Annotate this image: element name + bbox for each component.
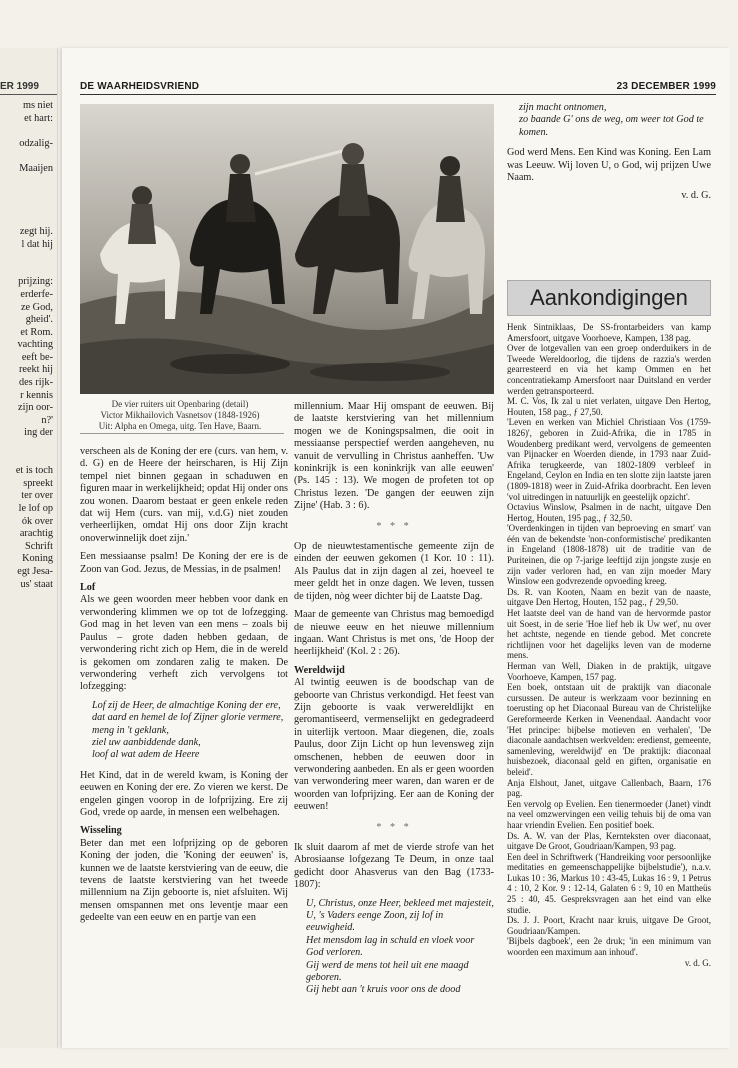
- previous-page-line: gheid'.: [25, 314, 53, 326]
- announcement-item: 'Bijbels dagboek', een 2e druk; 'in een minimum van woorden een maximum aan inhoud'.: [507, 936, 711, 958]
- previous-page-line: [0, 125, 53, 138]
- author-signature: v. d. G.: [681, 190, 711, 202]
- previous-page-line: r kennis: [20, 389, 53, 401]
- announcements-signature: v. d. G.: [684, 957, 711, 968]
- section-divider: * * *: [376, 821, 412, 833]
- previous-page-line: des rijk-: [18, 377, 53, 389]
- paper-name: DE WAARHEIDSVRIEND: [80, 81, 200, 92]
- previous-page-line: l dat hij: [21, 238, 53, 250]
- previous-page-line: Maaijen: [19, 162, 53, 174]
- previous-page-edge: [0, 48, 58, 1048]
- hymn-line: Gij werd de mens tot heil uit ene maagd geboren.: [306, 959, 469, 984]
- announcement-item: Anja Elshout, Janet, uitgave Callenbach, Baarn, 176 pag.: [507, 777, 711, 799]
- announcements-list: [507, 322, 711, 968]
- announcement-item: Over de lotgevallen van een groep onderduikers in de Tweede Wereldoorlog, die tijdens de razzia's werden gearresteerd en via het kamp Ommen en het concentratiekamp Amersfoort naar Duitsland en verder werden getransporteerd.: [507, 343, 711, 396]
- previous-page-line: spreekt: [23, 477, 53, 489]
- previous-page-rule: [0, 94, 58, 95]
- hymn-line: zijn macht ontnomen,: [519, 102, 607, 113]
- paragraph: Als we geen woorden meer hebben voor dank en verwondering klimmen we op tot de lofzegging. God mag in het leven van een mens – zoals bij Paulus – grote daden hebben gedaan, de verwondering richt zich op Hem, die in de wereld is gekomen om zondaren zalig te maken. De verwondering verheft zich vervolgens tot lofzegging:: [80, 594, 288, 693]
- page-header: [80, 81, 716, 95]
- previous-page-line: [0, 453, 53, 466]
- hymn-line: Gij hebt aan 't kruis voor ons de dood: [306, 984, 461, 996]
- previous-page-line: ms niet: [22, 100, 53, 111]
- four-horsemen-illustration: [80, 104, 494, 394]
- paragraph: millennium. Maar Hij omspant de eeuwen. Bij de laatste kerstviering van het millennium mogen we de Koningspsalmen, die ooit in messiaanse perspectief werden aangeheven, nu vanuit de vervulling in Christus aanheffen. 'Uw koninkrijk is een koninkrijk van alle eeuwen' (Ps. 145 : 13). We mogen de profeten tot op Christus lezen. 'De gangen der eeuwen zijn Zijne' (Hab. 3 : 6).: [294, 401, 494, 512]
- paragraph: Het Kind, dat in de wereld kwam, is Koning der eeuwen en Koning der ere. Zo vieren we kerst. De engelen gingen voorop in de lofprijzing. Ere zij God, vrede op aarde, in mensen een welbehagen.: [80, 769, 288, 818]
- previous-page-line: Schrift: [24, 540, 53, 552]
- announcements-title: Aankondigingen: [507, 280, 711, 316]
- previous-page-line: [0, 176, 53, 189]
- previous-page-line: odzalig-: [19, 137, 53, 149]
- previous-page-line: eeft be-: [21, 351, 53, 363]
- caption-title: De vier ruiters uit Openbaring (detail): [111, 399, 249, 409]
- announcement-item: Ds. R. van Kooten, Naam en bezit van de naaste, uitgave Den Hertog, Houten, 152 pag., ƒ 29,50.: [507, 586, 711, 608]
- section-heading-wisseling: Wisseling: [80, 825, 122, 837]
- hymn-line: zo baande G' ons de weg, om weer tot God te komen.: [519, 114, 704, 138]
- illustration-caption: [80, 399, 280, 432]
- announcement-item: Ds. A. W. van der Plas, Kernteksten over diaconaat, uitgave De Groot, Goudriaan/Kampen, 93 pag.: [507, 830, 711, 852]
- previous-page-line: [0, 188, 53, 201]
- announcement-item: Octavius Winslow, Psalmen in de nacht, uitgave Den Hertog, Houten, 195 pag., ƒ 32,50.: [507, 502, 711, 523]
- announcement-item: Ds. J. J. Poort, Kracht naar kruis, uitgave De Groot, Goudriaan/Kampen.: [507, 915, 711, 936]
- previous-page-line: [0, 213, 53, 226]
- previous-page-line: [0, 150, 53, 163]
- previous-page-column: [0, 100, 53, 591]
- caption-artist: Victor Mikhailovich Vasnetsov (1848-1926): [100, 410, 260, 420]
- previous-page-line: reekt hij: [18, 364, 53, 376]
- paragraph: Een messiaanse psalm! De Koning der ere is de Zoon van God. Jezus, de Messias, in de psalmen!: [80, 551, 288, 575]
- paragraph: Maar de gemeente van Christus mag bemoedigd de nieuwe eeuw en het nieuwe millennium ingaan. Want Christus is met ons, 'de Hoop der heerlijkheid' (Kol. 2 : 26).: [294, 609, 494, 658]
- previous-page-line: erderfe-: [20, 288, 53, 300]
- previous-page-line: zegt hij.: [19, 225, 53, 237]
- hymn-line: Het mensdom lag in schuld en vloek voor God verloren.: [306, 934, 475, 959]
- hymn-line: U, Christus, onze Heer, bekleed met majesteit,: [306, 897, 494, 909]
- announcement-item: M. C. Vos, Ik zal u niet verlaten, uitgave Den Hertog, Houten, 158 pag., ƒ 27,50.: [507, 396, 711, 417]
- previous-page-line: prijzing:: [18, 276, 53, 288]
- previous-page-line: zijn oor-: [18, 402, 53, 414]
- te-deum-quote-end: [519, 102, 711, 139]
- previous-page-line: arachtig: [19, 528, 53, 540]
- illustration-graphic: [80, 104, 494, 394]
- previous-page-line: et hart:: [24, 112, 53, 124]
- announcement-item: Een deel in Schriftwerk ('Handreiking voor persoonlijke meditaties en gemeenschappelijke bijbelstudie'), n.a.v. Lukas 10 : 36, Markus 10 : 43-45, Lukas 16 : 9, 1 Petrus 4 : 10, 2 Kor. 9 : 12-14, Galaten 6 : 9, 10 en Mattheüs 25 : 40, 45. Gespreksvragen aan het eind van elke studie.: [507, 851, 711, 915]
- issue-date: 23 DECEMBER 1999: [616, 81, 716, 92]
- caption-source: Uit: Alpha en Omega, uitg. Ten Have, Baarn.: [98, 421, 262, 431]
- hymn-line: U, 's Vaders eenge Zoon, zij lof in eeuwigheid.: [306, 910, 444, 934]
- previous-page-line: et Rom.: [20, 326, 53, 338]
- announcement-item: 'Overdenkingen in tijden van beproeving en smart' van één van de bekendste 'non-conformistische' predikanten in Engeland (1808-1878) uit de traditie van de Puriteinen, die op 7-jarige leeftijd zijn jongste zusje en zijn vader verloren had, en van zijn moeder Mary Winslow een godvrezende opvoeding kreeg.: [507, 523, 711, 587]
- announcement-item: Het laatste deel van de hand van de hervormde pastor uit Soest, in de serie 'Hoe lief heb ik Uw wet', nu over het achtste, negende en tiende gebod. Met concrete richtlijnen voor het dagelijks leven van de moderne mens.: [507, 608, 711, 661]
- previous-page-line: [0, 251, 53, 264]
- section-heading-lof: Lof: [80, 582, 96, 594]
- previous-page-line: [0, 201, 53, 214]
- hymn-line: loof al wat adem de Heere: [92, 749, 200, 761]
- previous-page-line: Koning: [22, 553, 53, 565]
- previous-page-header: ER 1999: [0, 81, 39, 92]
- hymn-line: Lof zij de Heer, de almachtige Koning der ere,: [92, 699, 281, 711]
- paragraph: Al twintig eeuwen is de boodschap van de geboorte van Christus verkondigd. Het feest van Zijn geboorte is vaak verwereldlijkt en geromantiseerd, vermenselijkt en gedegradeerd in uiterlijk vertoon. Maar diegenen, die, zoals Paulus, door Zijn Licht op hun levensweg zijn omschenen, hebben de eeuwen door in verwondering aanbeden. En als er geen woorden van verwondering meer waren, dan waren er de woorden van lofprijzing. Eer aan de Koning der eeuwen!: [294, 677, 494, 813]
- header-rule: [80, 94, 716, 95]
- announcement-item: Herman van Well, Diaken in de praktijk, uitgave Voorhoeve, Kampen, 157 pag.: [507, 661, 711, 682]
- previous-page-line: le lof op: [18, 503, 53, 514]
- announcement-item: Henk Sintniklaas, De SS-frontarbeiders van kamp Amersfoort, uitgave Voorhoeve, Kampen, 138 pag.: [507, 322, 711, 343]
- paragraph: Beter dan met een lofprijzing op de geboren Koning der joden, die 'Koning der eeuwen' is, kunnen we de laatste kerstviering van de eeuw, die tevens de laatste kerstviering van het tweede millennium na Zijn geboorte is, niet afsluiten. Wij mensen omspannen met ons leventje maar een gedeelte van een eeuw en en partje van een: [80, 837, 288, 924]
- paragraph: Op de nieuwtestamentische gemeente zijn de einden der eeuwen gekomen (1 Kor. 10 : 11). Als Paulus dat in zijn dagen al zei, hoeveel te meer geldt het in onze dagen. We leven, tussen de tijden, nòg weer dichter bij de Laatste Dag.: [294, 541, 494, 602]
- previous-page-line: vachting: [17, 339, 53, 351]
- previous-page-line: ing der: [24, 427, 53, 439]
- paragraph: verscheen als de Koning der ere (curs. van hem, v. d. G) en de Heere der heirscharen, is Hij Zijn tempel niet binnen gegaan in schaduwen en figuren maar in werkelijkheid; opdat Hij onder ons zou wonen. Daarom bestaat er geen enkele reden dat wij Hem (curs. van mij, v.d.G) niet zouden verheerlijken, omdat Hij ons door Zijn kracht onoverwinnelijk doet zijn.': [80, 446, 288, 544]
- section-divider: * * *: [376, 520, 412, 532]
- hymn-line: ziel uw aanbiddende dank,: [92, 736, 201, 748]
- previous-page-line: [0, 264, 53, 277]
- previous-page-line: [0, 440, 53, 453]
- previous-page-line: us' staat: [20, 578, 53, 590]
- hymn-quote: [92, 700, 288, 762]
- previous-page-line: egt Jesa-: [17, 565, 53, 577]
- previous-page-line: ze God,: [20, 301, 53, 313]
- previous-page-line: et is toch: [15, 465, 53, 477]
- article-column-3: [507, 102, 711, 203]
- announcement-item: 'Leven en werken van Michiel Christiaan Vos (1759-1826)', geboren in Zuid-Afrika, die in 1785 in Woudenberg predikant werd, vervolgens de gemeenten van Pijnacker en Woerden diende, in 1793 naar Zuid-Afrika terugkeerde, van 1802-1809 verbleef in Engeland, Ceylon en India en ten slotte zijn laatste jaren (1809-1818) weer in Zuid-Afrika doorbracht. Een leven 'vol uitredingen in natuurlijk en geestelijk opzicht'.: [507, 417, 711, 502]
- previous-page-line: ók over: [21, 515, 53, 527]
- article-column-2: [294, 401, 494, 1005]
- hymn-line: dat aard en hemel de lof Zijner glorie vermere,: [92, 712, 284, 724]
- announcement-item: Een vervolg op Evelien. Een tienermoeder (Janet) vindt na veel omzwervingen een veilig tehuis bij de oma van haar vriendin Evelien. Een positief boek.: [507, 798, 711, 830]
- paragraph: Ik sluit daarom af met de vierde strofe van het Abrosiaanse lofgezang Te Deum, in onze taal gedicht door Ahasverus van den Bag (1733-1807):: [294, 842, 494, 891]
- section-heading-wereldwijd: Wereldwijd: [294, 664, 345, 676]
- previous-page-line: n?': [41, 414, 53, 426]
- caption-rule: [80, 433, 284, 434]
- newspaper-page: [62, 48, 730, 1048]
- article-column-1: [80, 446, 288, 931]
- hymn-line: meng in 't geklank,: [92, 724, 169, 736]
- previous-page-line: ter over: [21, 490, 53, 502]
- paragraph: God werd Mens. Een Kind was Koning. Een Lam was Leeuw. Wij loven U, o God, wij prijzen Uwe Naam.: [507, 147, 711, 184]
- te-deum-quote: [306, 898, 494, 997]
- announcement-item: Een boek, ontstaan uit de praktijk van diaconale cursussen. De auteur is werkzaam voor bezinning en toerusting op het Diaconaal Bureau van de Christelijke Gereformeerde Kerken in Veenendaal. Aandacht voor 'Het principe: bijbelse motieven en verhalen', 'De diaconale aandachtsen werkvelden: eredienst, gemeente, samenleving, wereldwijd' en 'De praktijk: diaconaal huisbezoek, diaconaal geld en giften, organisatie en beleid'.: [507, 682, 711, 777]
